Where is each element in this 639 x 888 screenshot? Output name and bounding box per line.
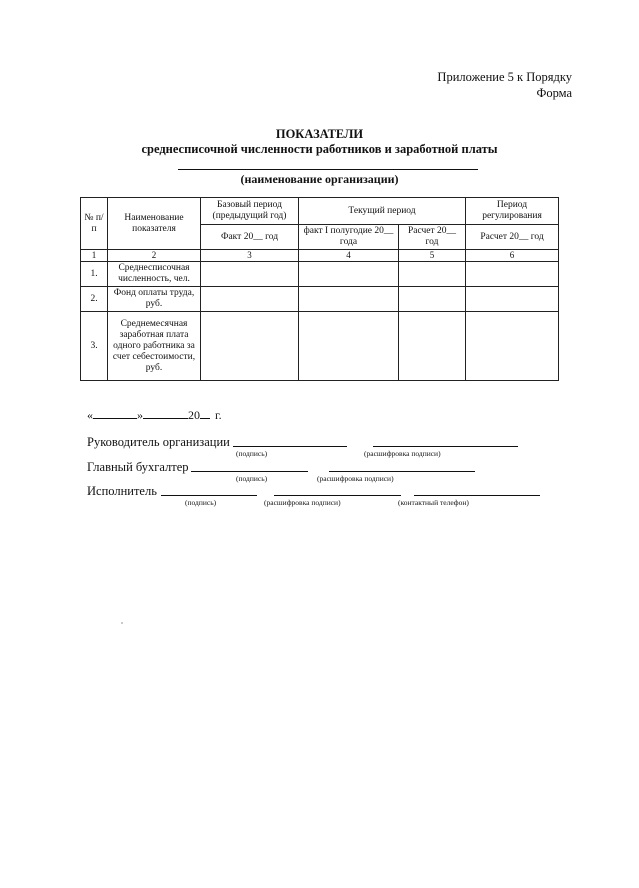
- table-header-row: [81, 198, 559, 225]
- date-open-quote: «: [87, 408, 93, 422]
- empty-cell[interactable]: [466, 312, 559, 381]
- day-field[interactable]: [93, 406, 137, 419]
- column-number: 1: [81, 250, 108, 262]
- table-row: [81, 287, 559, 312]
- empty-cell[interactable]: [299, 312, 399, 381]
- accountant-signature-caption: (подпись): [236, 474, 268, 483]
- executor-label: Исполнитель: [87, 484, 157, 498]
- table-row: [81, 312, 559, 381]
- empty-cell[interactable]: [201, 287, 299, 312]
- head-decoding-line[interactable]: [373, 446, 518, 447]
- header-current-period: Текущий период: [299, 198, 466, 225]
- year-prefix: 20: [188, 408, 200, 422]
- row-indicator-name: Среднесписочная численность, чел.: [108, 262, 201, 287]
- head-signature-caption: (подпись): [236, 449, 268, 458]
- empty-cell[interactable]: [201, 312, 299, 381]
- row-number: 2.: [81, 287, 108, 312]
- year-field[interactable]: [200, 406, 210, 419]
- document-title: [0, 127, 639, 157]
- row-number: 1.: [81, 262, 108, 287]
- executor-phone-line[interactable]: [414, 495, 540, 496]
- executor-signature-line[interactable]: [161, 495, 257, 496]
- subheader-regulation-calc: Расчет 20__ год: [466, 225, 559, 250]
- subheader-base-fact: Факт 20__ год: [201, 225, 299, 250]
- executor-phone-caption: (контактный телефон): [398, 498, 469, 507]
- month-field[interactable]: [143, 406, 188, 419]
- accountant-decoding-line[interactable]: [329, 471, 475, 472]
- appendix-header: [437, 69, 572, 101]
- date-close-quote: »: [137, 408, 143, 422]
- header-indicator-name: Наименование показателя: [108, 198, 201, 250]
- empty-cell[interactable]: [399, 262, 466, 287]
- column-number: 6: [466, 250, 559, 262]
- executor-decoding-line[interactable]: [274, 495, 401, 496]
- empty-cell[interactable]: [399, 287, 466, 312]
- accountant-signature-line[interactable]: [191, 471, 308, 472]
- column-number: 5: [399, 250, 466, 262]
- appendix-reference: Приложение 5 к Порядку: [437, 70, 572, 84]
- head-decoding-caption: (расшифровка подписи): [364, 449, 441, 458]
- date-line: [87, 406, 222, 423]
- head-signature-line[interactable]: [233, 446, 347, 447]
- empty-cell[interactable]: [399, 312, 466, 381]
- row-indicator-name: Среднемесячная заработная плата одного работника за счет себестоимости, руб.: [108, 312, 201, 381]
- column-number-row: [81, 250, 559, 262]
- empty-cell[interactable]: [466, 287, 559, 312]
- header-regulation-period: Период регулирования: [466, 198, 559, 225]
- form-label: Форма: [536, 86, 572, 100]
- scan-speck: [121, 622, 123, 624]
- empty-cell[interactable]: [299, 287, 399, 312]
- accountant-label: Главный бухгалтер: [87, 460, 189, 474]
- title-main: ПОКАЗАТЕЛИ: [275, 127, 364, 141]
- accountant-decoding-caption: (расшифровка подписи): [317, 474, 394, 483]
- header-num: № п/п: [81, 198, 108, 250]
- organization-name-line: [178, 169, 478, 170]
- executor-decoding-caption: (расшифровка подписи): [264, 498, 341, 507]
- year-suffix: г.: [215, 408, 222, 422]
- row-number: 3.: [81, 312, 108, 381]
- row-indicator-name: Фонд оплаты труда, руб.: [108, 287, 201, 312]
- empty-cell[interactable]: [299, 262, 399, 287]
- title-subtitle: среднесписочной численности работников и заработной платы: [141, 142, 498, 156]
- head-label: Руководитель организации: [87, 435, 230, 449]
- empty-cell[interactable]: [201, 262, 299, 287]
- column-number: 2: [108, 250, 201, 262]
- executor-signature-caption: (подпись): [185, 498, 217, 507]
- column-number: 3: [201, 250, 299, 262]
- indicators-table: [80, 197, 559, 381]
- header-base-period: Базовый период (предыдущий год): [201, 198, 299, 225]
- column-number: 4: [299, 250, 399, 262]
- organization-name-caption: (наименование организации): [240, 172, 399, 186]
- table-row: [81, 262, 559, 287]
- subheader-current-calc: Расчет 20__ год: [399, 225, 466, 250]
- subheader-half-year-fact: факт I полугодие 20__ года: [299, 225, 399, 250]
- empty-cell[interactable]: [466, 262, 559, 287]
